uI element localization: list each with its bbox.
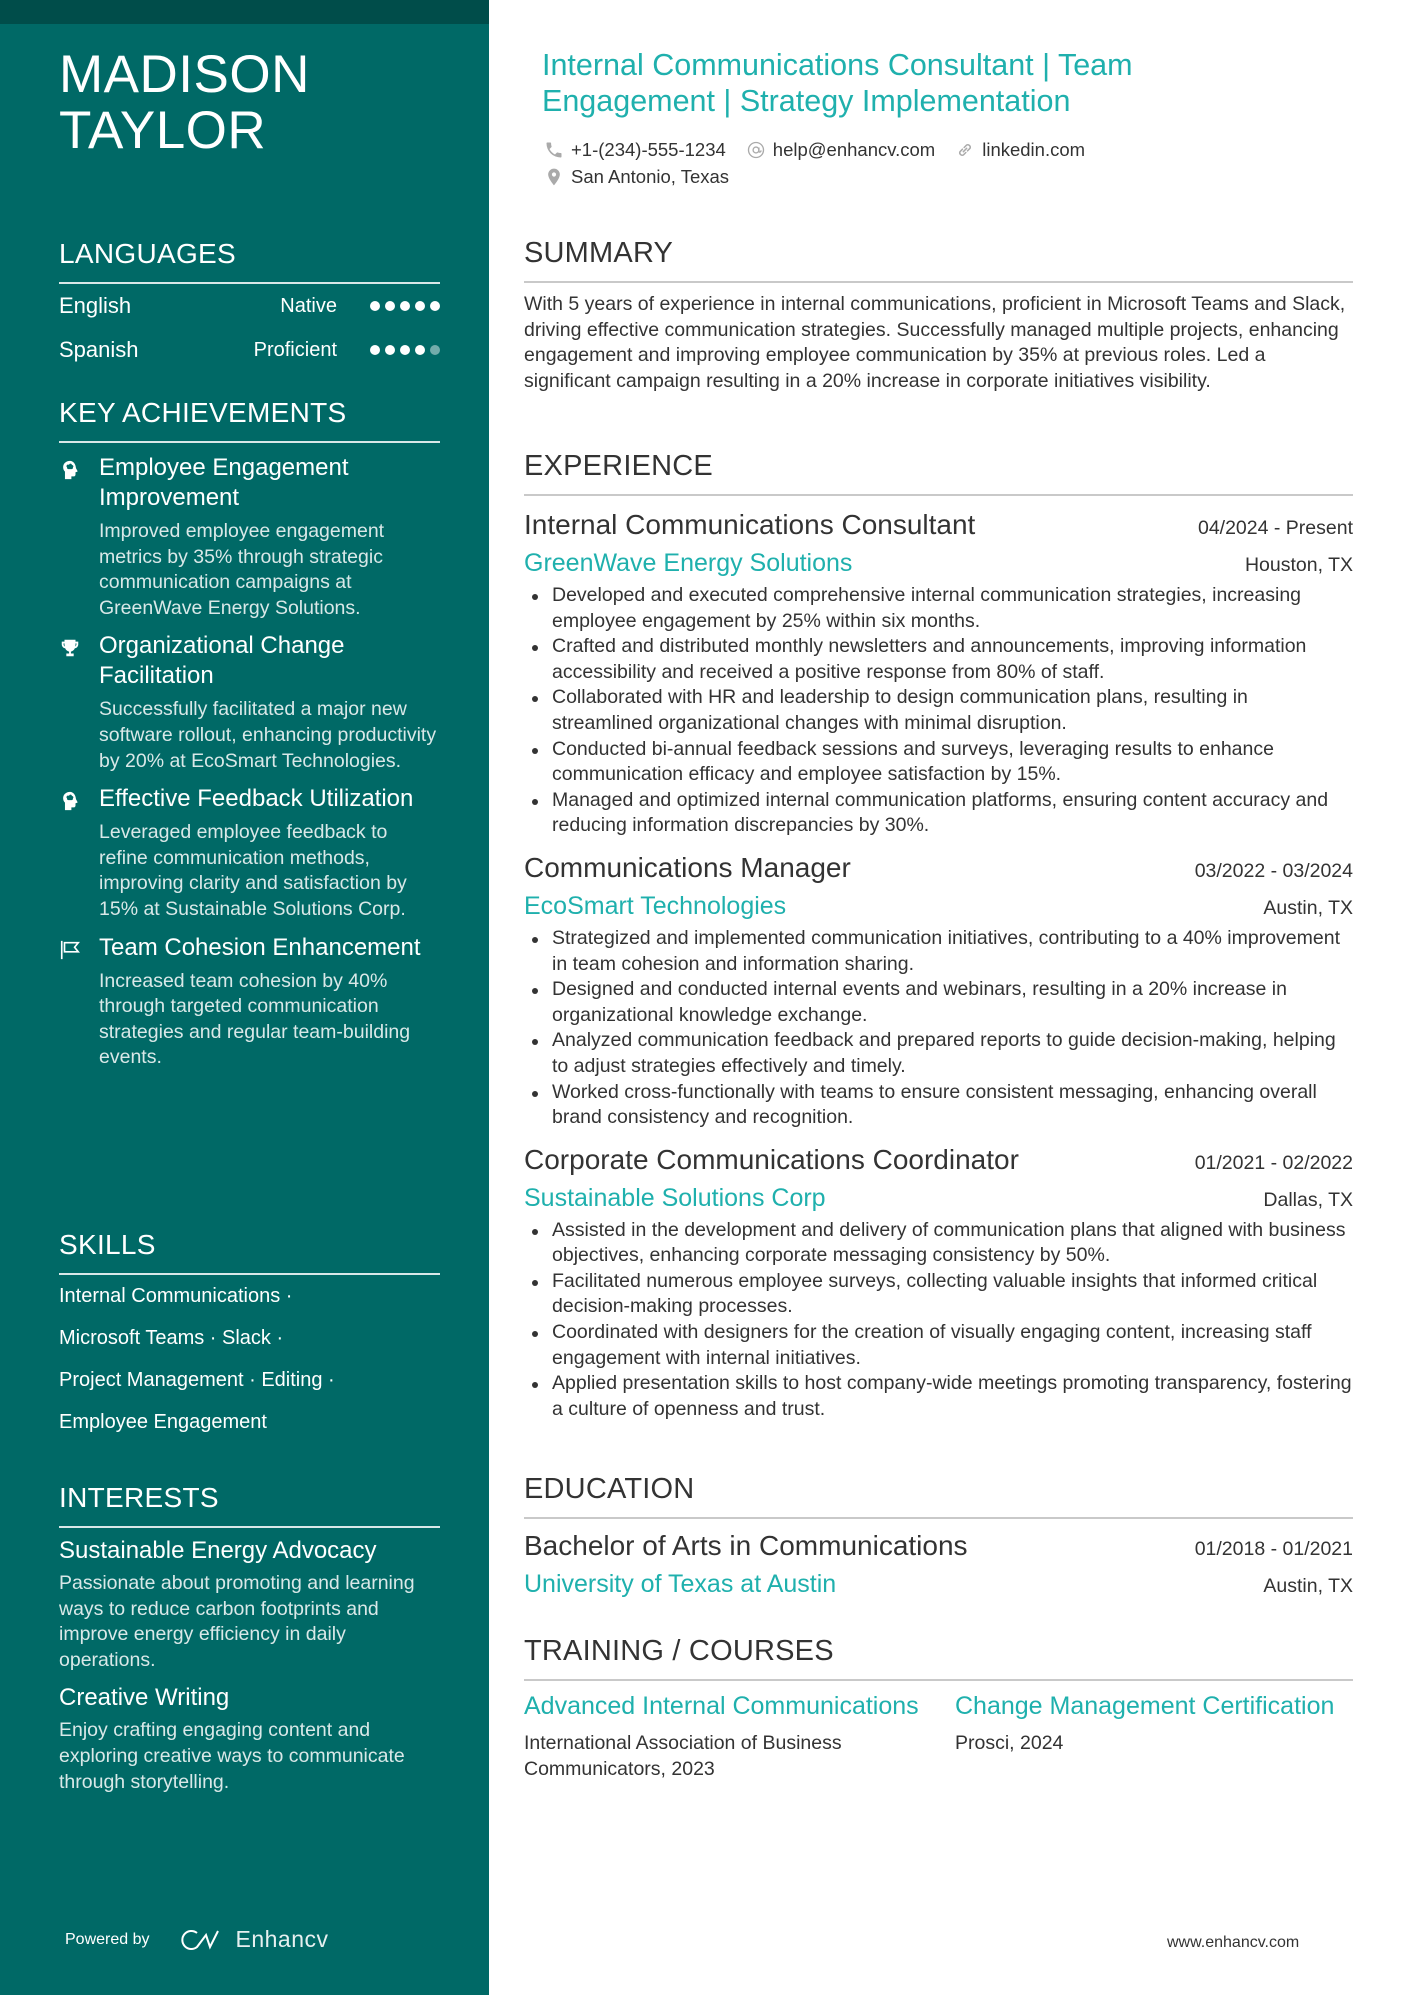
training-title: TRAINING / COURSES	[524, 1635, 834, 1667]
rating-dot-filled	[400, 345, 410, 355]
job-bullet: Assisted in the development and delivery of communication plans that aligned with business objectives, enhancing corporate messaging consistency by 50%.	[524, 1218, 1353, 1269]
sidebar	[0, 0, 489, 1995]
contact-row	[544, 136, 1224, 163]
skill-line: Employee Engagement	[59, 1411, 267, 1433]
contact-phone[interactable]	[544, 139, 726, 161]
enhancv-logo-icon	[178, 1927, 224, 1953]
candidate-name	[59, 47, 310, 159]
summary-section	[524, 236, 1353, 394]
rating-dot-empty	[430, 345, 440, 355]
job-bullet: Developed and executed comprehensive internal communication strategies, increasing employee engagement by 25% within six months.	[524, 583, 1353, 634]
headline: Internal Communications Consultant | Team Engagement | Strategy Implementation	[542, 48, 1133, 118]
powered-by	[65, 1926, 329, 1953]
achievement-item	[59, 933, 440, 1071]
achievement-item	[59, 784, 440, 922]
contact-row	[544, 163, 1224, 190]
achievement-description: Successfully facilitated a major new software rollout, enhancing productivity by 20% at EcoSmart Technologies.	[99, 698, 437, 772]
job-entry	[524, 506, 1353, 839]
job-company: EcoSmart Technologies	[524, 891, 787, 920]
job-location: Dallas, TX	[1263, 1188, 1353, 1211]
job-bullet: Applied presentation skills to host company-wide meetings promoting transparency, fostering a culture of openness and trust.	[524, 1371, 1353, 1422]
course-description: Prosci, 2024	[955, 1732, 1064, 1754]
experience-section	[524, 449, 1353, 1422]
key-achievements-section	[59, 396, 440, 1071]
language-item	[59, 328, 440, 372]
school: University of Texas at Austin	[524, 1570, 837, 1598]
achievement-description: Increased team cohesion by 40% through targeted communication strategies and regular team-building events.	[99, 969, 411, 1069]
link-icon	[955, 140, 975, 160]
job-company: Sustainable Solutions Corp	[524, 1183, 826, 1212]
interest-description: Passionate about promoting and learning ways to reduce carbon footprints and improve energy efficiency in daily operations.	[59, 1572, 415, 1671]
training-section	[524, 1634, 1353, 1782]
job-title: Corporate Communications Coordinator	[524, 1143, 1019, 1175]
rating-dot-filled	[385, 301, 395, 311]
summary-text: With 5 years of experience in internal communications, proficient in Microsoft Teams and Slack, driving effective communication strategies. Successfully managed multiple projects, enhancing engagement and improving employee communication by 35% at previous roles. Led a significant campaign resulting in a 20% increase in corporate initiatives visibility.	[524, 293, 1346, 392]
job-bullet: Designed and conducted internal events and webinars, resulting in a 20% increase in organizational knowledge exchange.	[524, 977, 1353, 1028]
education-title: EDUCATION	[524, 1473, 695, 1505]
contact-email[interactable]	[746, 139, 935, 161]
job-bullet: Coordinated with designers for the creation of visually engaging content, increasing staff engagement with internal initiatives.	[524, 1320, 1353, 1371]
rating-dot-filled	[430, 301, 440, 311]
email-text: help@enhancv.com	[772, 138, 936, 160]
language-rating	[368, 345, 440, 355]
rating-dot-filled	[370, 301, 380, 311]
powered-by-label: Powered by	[65, 1930, 150, 1948]
language-item	[59, 284, 440, 328]
language-level: Proficient	[253, 338, 337, 361]
job-title: Communications Manager	[524, 851, 851, 883]
skills-title: SKILLS	[59, 1229, 156, 1260]
achievement-item	[59, 453, 440, 621]
section-divider	[524, 1517, 1353, 1519]
link-text: linkedin.com	[982, 138, 1086, 160]
job-bullet: Worked cross-functionally with teams to ensure consistent messaging, enhancing overall brand consistency and recognition.	[524, 1080, 1353, 1131]
job-company: GreenWave Energy Solutions	[524, 549, 853, 577]
job-bullet: Crafted and distributed monthly newsletters and announcements, improving information accessibility and received a positive response from 80% of staff.	[524, 634, 1353, 685]
interest-title: Sustainable Energy Advocacy	[59, 1537, 377, 1564]
trophy-icon	[59, 631, 99, 774]
job-bullets	[524, 1218, 1353, 1423]
achievement-item	[59, 631, 440, 774]
contact-location	[544, 166, 729, 188]
site-link[interactable]: www.enhancv.com	[1167, 1934, 1300, 1951]
job-bullet: Collaborated with HR and leadership to design communication plans, resulting in streamlined organizational changes with minimal disruption.	[524, 685, 1353, 736]
job-title: Internal Communications Consultant	[524, 509, 976, 540]
achievement-title: Effective Feedback Utilization	[99, 785, 414, 813]
section-divider	[524, 281, 1353, 283]
language-rating	[368, 301, 440, 311]
course-entry	[524, 1691, 955, 1782]
job-bullets	[524, 926, 1353, 1131]
job-entry	[524, 849, 1353, 1131]
job-bullet: Strategized and implemented communication initiatives, contributing to a 40% improvement in team cohesion and information sharing.	[524, 926, 1353, 977]
rating-dot-filled	[415, 345, 425, 355]
job-dates: 03/2022 - 03/2024	[1194, 859, 1353, 882]
language-level: Native	[280, 294, 337, 317]
education-location: Austin, TX	[1263, 1575, 1353, 1597]
course-description: International Association of Business Communicators, 2023	[524, 1732, 842, 1780]
section-divider	[524, 1679, 1353, 1681]
section-divider	[524, 494, 1353, 496]
at-icon	[746, 140, 766, 160]
interest-description: Enjoy crafting engaging content and exploring creative ways to communicate through storytelling.	[59, 1719, 405, 1793]
job-bullet: Conducted bi-annual feedback sessions and surveys, leveraging results to enhance communication efficacy and employee satisfaction by 15%.	[524, 737, 1353, 788]
achievement-title: Team Cohesion Enhancement	[99, 933, 421, 961]
name-last: TAYLOR	[59, 101, 267, 160]
location-text: San Antonio, Texas	[571, 165, 730, 187]
rating-dot-filled	[385, 345, 395, 355]
job-location: Austin, TX	[1263, 896, 1353, 919]
phone-text: +1-(234)-555-1234	[571, 138, 726, 160]
languages-section	[59, 237, 440, 372]
location-pin-icon	[544, 167, 564, 187]
education-section	[524, 1472, 1353, 1600]
education-dates: 01/2018 - 01/2021	[1194, 1538, 1353, 1560]
skill-line: Microsoft Teams · Slack ·	[59, 1327, 284, 1349]
achievement-title: Employee Engagement Improvement	[99, 454, 349, 511]
job-dates: 04/2024 - Present	[1197, 517, 1353, 539]
course-title: Advanced Internal Communications	[524, 1692, 919, 1720]
contact-info	[544, 136, 1224, 190]
rating-dot-filled	[370, 345, 380, 355]
enhancv-logo[interactable]	[178, 1926, 329, 1953]
interest-title: Creative Writing	[59, 1684, 230, 1712]
head-brain-icon	[59, 453, 99, 621]
education-entry	[524, 1527, 1353, 1600]
job-dates: 01/2021 - 02/2022	[1194, 1151, 1353, 1174]
job-location: Houston, TX	[1244, 554, 1353, 576]
job-bullet: Managed and optimized internal communication platforms, ensuring content accuracy and reducing information discrepancies by 30%.	[524, 788, 1353, 839]
enhancv-brand: Enhancv	[235, 1926, 329, 1952]
section-divider	[59, 441, 440, 443]
interests-section	[59, 1481, 440, 1795]
name-first: MADISON	[59, 45, 310, 104]
course-entry	[955, 1691, 1353, 1782]
head-brain-icon	[59, 784, 99, 922]
interests-title: INTERESTS	[59, 1482, 219, 1513]
course-title: Change Management Certification	[955, 1692, 1335, 1720]
contact-link[interactable]	[955, 139, 1085, 161]
phone-icon	[544, 140, 564, 160]
job-bullet: Analyzed communication feedback and prepared reports to guide decision-making, helping to adjust strategies effectively and timely.	[524, 1028, 1353, 1079]
skill-line: Internal Communications ·	[59, 1285, 293, 1307]
section-divider	[59, 1526, 440, 1528]
languages-title: LANGUAGES	[59, 238, 236, 269]
experience-title: EXPERIENCE	[524, 450, 713, 482]
achievement-title: Organizational Change Facilitation	[99, 632, 345, 690]
rating-dot-filled	[415, 301, 425, 311]
skills-section	[59, 1228, 440, 1443]
flag-icon	[59, 933, 99, 1071]
achievement-description: Leveraged employee feedback to refine communication methods, improving clarity and satisfaction by 15% at Sustainable Solutions Corp.	[99, 821, 407, 920]
achievements-title: KEY ACHIEVEMENTS	[59, 397, 347, 428]
sidebar-top-band	[0, 0, 489, 24]
skill-line: Project Management · Editing ·	[59, 1369, 335, 1391]
job-bullet: Facilitated numerous employee surveys, collecting valuable insights that informed critical decision-making processes.	[524, 1269, 1353, 1320]
achievement-description: Improved employee engagement metrics by 35% through strategic communication campaigns at GreenWave Energy Solutions.	[99, 520, 385, 619]
job-bullets	[524, 583, 1353, 839]
degree: Bachelor of Arts in Communications	[524, 1530, 968, 1561]
summary-title: SUMMARY	[524, 237, 674, 269]
language-name: Spanish	[59, 337, 139, 362]
language-name: English	[59, 293, 132, 318]
job-entry	[524, 1141, 1353, 1423]
rating-dot-filled	[400, 301, 410, 311]
